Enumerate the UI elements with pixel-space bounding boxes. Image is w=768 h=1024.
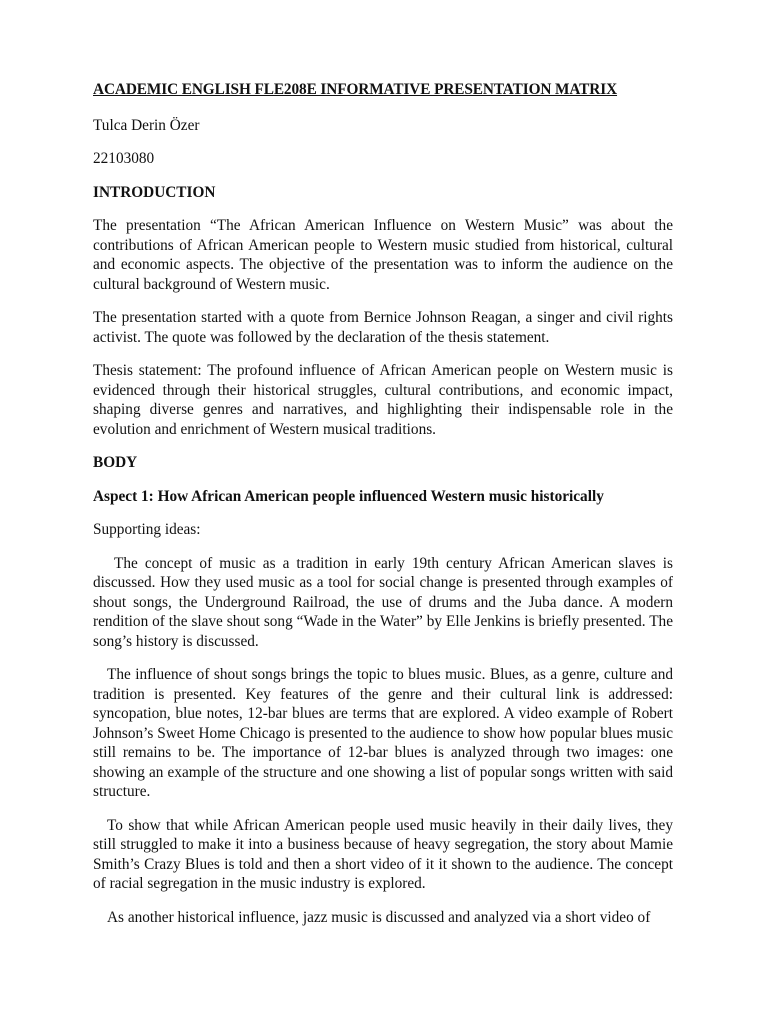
aspect-heading: Aspect 1: How African American people influenced Western music historically [93, 487, 604, 505]
intro-paragraph: The presentation “The African American Influence on Western Music” was about the contributions of African American people to Western music studied from historical, cultural and economic aspects. The objective of the presentation was to inform the audience on the cultural background of Western music. [93, 217, 673, 293]
document-page [93, 80, 673, 941]
introduction-heading: INTRODUCTION [93, 183, 216, 201]
body-paragraph: The concept of music as a tradition in early 19th century African American slaves is discussed. How they used music as a tool for social change is presented through examples of shout songs, the Underground Railroad, the use of drums and the Juba dance. A modern rendition of the slave shout song “Wade in the Water” by Elle Jenkins is briefly presented. The song’s history is discussed. [93, 554, 673, 650]
document-title: ACADEMIC ENGLISH FLE208E INFORMATIVE PRESENTATION MATRIX [93, 81, 618, 98]
author-name: Tulca Derin Özer [93, 116, 200, 134]
body-heading: BODY [93, 454, 138, 471]
thesis-statement: Thesis statement: The profound influence of African American people on Western music is evidenced through their historical struggles, cultural contributions, and economic impact, shaping diverse genres and narratives, and highlighting their indispensable role in the evolution and enrichment of Western musical traditions. [93, 362, 673, 438]
supporting-ideas-label: Supporting ideas: [93, 521, 201, 538]
student-id: 22103080 [93, 150, 155, 167]
body-paragraph: The influence of shout songs brings the topic to blues music. Blues, as a genre, culture and tradition is presented. Key features of the genre and their cultural link is addressed: syncopation, blue notes, 12-bar blues are terms that are explored. A video example of Robert Johnson’s Sweet Home Chicago is presented to the audience to show how popular blues music still remains to be. The importance of 12-bar blues is analyzed through two images: one showing an example of the structure and one showing a list of popular songs written with said structure. [93, 666, 673, 800]
body-paragraph: To show that while African American people used music heavily in their daily lives, they still struggled to make it into a business because of heavy segregation, the story about Mamie Smith’s Crazy Blues is told and then a short video of it it shown to the audience. The concept of racial segregation in the music industry is explored. [93, 816, 673, 892]
body-paragraph: As another historical influence, jazz music is discussed and analyzed via a short video of [107, 908, 651, 926]
intro-paragraph: The presentation started with a quote from Bernice Johnson Reagan, a singer and civil rights activist. The quote was followed by the declaration of the thesis statement. [93, 309, 673, 346]
